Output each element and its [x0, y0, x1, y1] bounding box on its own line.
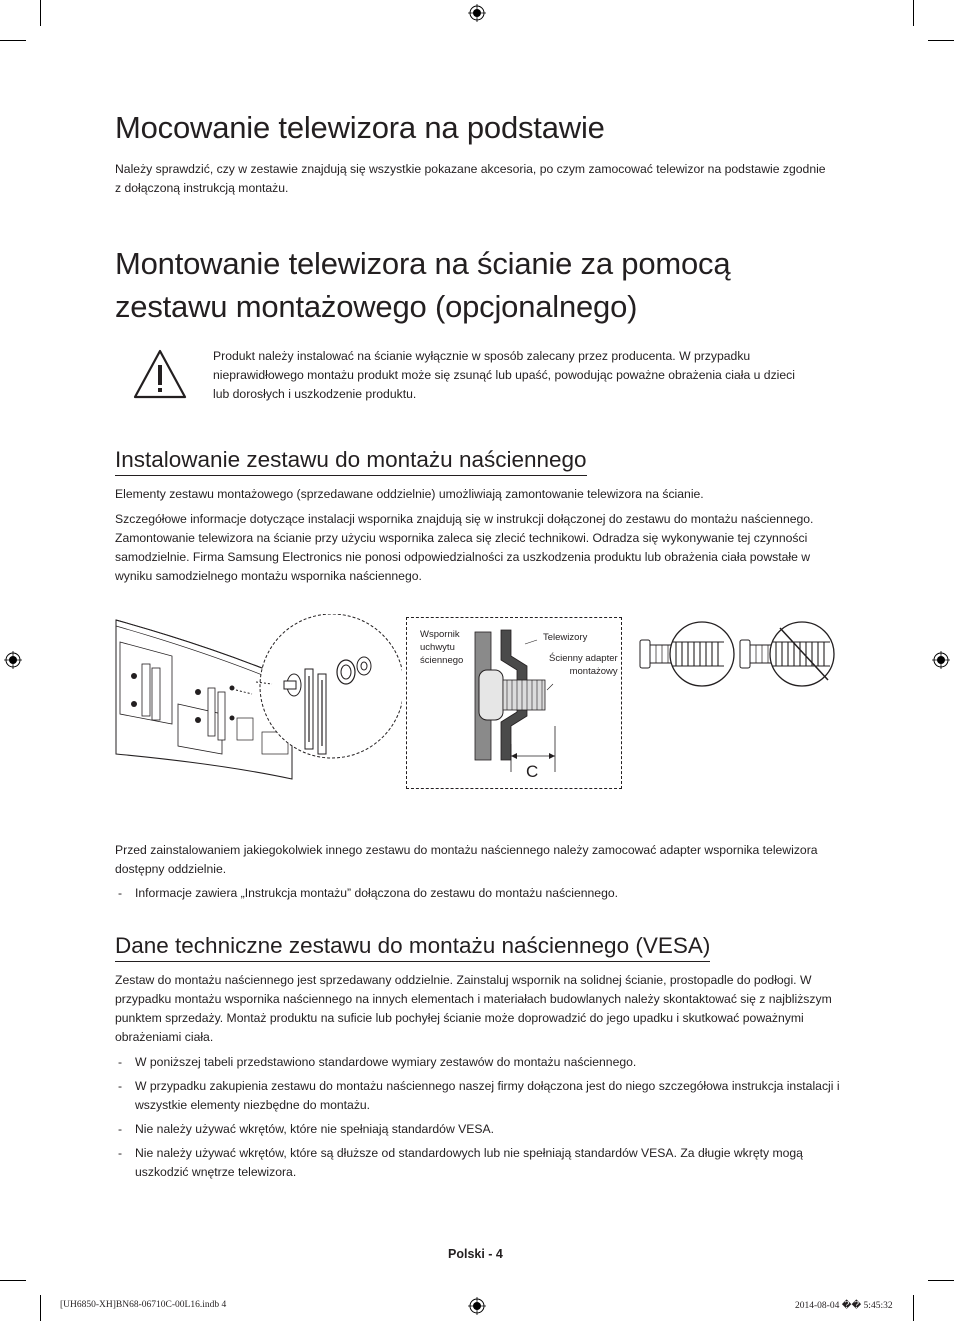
registration-mark-icon	[468, 1297, 486, 1315]
crop-mark	[928, 40, 954, 41]
diagram-label: Ścienny adapter	[549, 653, 618, 664]
registration-mark-icon	[4, 651, 22, 669]
crop-mark	[928, 1280, 954, 1281]
page-number: Polski - 4	[448, 1247, 503, 1261]
section-title-stand: Mocowanie telewizora na podstawie	[115, 110, 605, 145]
list-item	[115, 884, 835, 903]
dash-mark: -	[118, 1055, 123, 1069]
crop-mark	[913, 0, 914, 26]
dash-mark: -	[118, 1079, 123, 1093]
crop-mark	[0, 40, 26, 41]
title-line: Montowanie telewizora na ścianie za pomocą	[115, 246, 731, 281]
list-item	[115, 1144, 840, 1182]
tv-back-bracket-illustration	[112, 614, 402, 804]
crop-mark	[0, 1280, 26, 1281]
list-item-text: Informacje zawiera „Instrukcja montażu” dołączona do zestawu do montażu naściennego.	[135, 886, 619, 900]
diagram-label: montażowy	[569, 666, 618, 677]
diagram-label: Wspornik	[420, 629, 460, 640]
date-info: 2014-08-04 �� 5:45:32	[795, 1301, 893, 1311]
screw-cross-section-icon	[467, 626, 567, 776]
list-item	[115, 1053, 840, 1072]
incorrect-screw-icon	[736, 620, 840, 690]
list-item-text: Nie należy używać wkrętów, które nie spełniają standardów VESA.	[135, 1122, 495, 1136]
section-title-install-kit: Instalowanie zestawu do montażu naściennego	[115, 446, 587, 476]
diagram-label: ściennego	[420, 655, 464, 666]
diagram-label: uchwytu	[420, 642, 455, 653]
vesa-bullets	[115, 1053, 840, 1187]
list-item-text: W przypadku zakupienia zestawu do montażu naściennego naszej firmy dołączona jest do niego szczegółowa instrukcja instalacji i wszystkie elementy niezbędne do montażu.	[135, 1079, 840, 1112]
diagram-label: Telewizory	[543, 632, 588, 643]
warning-text: Produkt należy instalować na ścianie wyłącznie w sposób zalecany przez producenta. W przypadku nieprawidłowego montażu produkt może się zsunąć lub upaść, powodując poważne obrażenia ciała u dzieci lub dorosłych i uszkodzenie produktu.	[213, 349, 795, 401]
dimension-label-c: C	[526, 762, 539, 781]
title-line: zestawu montażowego (opcjonalnego)	[115, 289, 638, 324]
vesa-para-1: Zestaw do montażu naściennego jest sprzedawany oddzielnie. Zainstaluj wspornik na solidnej ścianie, prostopadle do podłogi. W przypadku montażu wspornika naściennego na innych elementach i materiałach budowlanych należy skontaktować się z najbliższym punktem sprzedaży. Montaż produktu na suficie lub pochyłej ścianie może doprowadzić do jego upadku i skutkować poważnymi obrażeniami ciała.	[115, 973, 832, 1044]
dash-mark: -	[118, 886, 123, 900]
section-title-vesa: Dane techniczne zestawu do montażu naściennego (VESA)	[115, 932, 710, 962]
section-title-wall-mount	[115, 242, 730, 328]
warning-triangle-icon	[132, 348, 188, 400]
list-item	[115, 1077, 840, 1115]
cross-section-diagram	[406, 617, 622, 789]
correct-screw-icon	[636, 620, 736, 690]
file-info: [UH6850-XH]BN68-06710C-00L16.indb 4	[60, 1300, 227, 1310]
list-item	[115, 1120, 840, 1139]
dash-mark: -	[118, 1122, 123, 1136]
install-para-1: Elementy zestawu montażowego (sprzedawane oddzielnie) umożliwiają zamontowanie telewizora na ścianie.	[115, 487, 704, 501]
install-bullets	[115, 884, 835, 908]
section-text-stand: Należy sprawdzić, czy w zestawie znajdują się wszystkie pokazane akcesoria, po czym zamocować telewizor na podstawie zgodnie z dołączoną instrukcją montażu.	[115, 162, 826, 195]
install-para-2: Szczegółowe informacje dotyczące instalacji wspornika znajdują się w instrukcji dołączonej do zestawu do montażu naściennego. Zamontowanie telewizora na ścianie przy użyciu wspornika zaleca się zlecić technikowi. Odradza się wykonywanie tej czynności samodzielnie. Firma Samsung Electronics nie ponosi odpowiedzialności za uszkodzenia produktu lub obrażenia ciała powstałe w wyniku samodzielnego montażu wspornika naściennego.	[115, 512, 814, 583]
registration-mark-icon	[468, 4, 486, 22]
dash-mark: -	[118, 1146, 123, 1160]
crop-mark	[40, 1295, 41, 1321]
crop-mark	[40, 0, 41, 26]
crop-mark	[913, 1295, 914, 1321]
list-item-text: Nie należy używać wkrętów, które są dłuższe od standardowych lub nie spełniają standardów VESA. Za długie wkręty mogą uszkodzić wnętrze telewizora.	[135, 1146, 803, 1179]
registration-mark-icon	[932, 651, 950, 669]
list-item-text: W poniższej tabeli przedstawiono standardowe wymiary zestawów do montażu naściennego.	[135, 1055, 637, 1069]
install-para-3: Przed zainstalowaniem jakiegokolwiek innego zestawu do montażu naściennego należy zamocować adapter wspornika telewizora dostępny oddzielnie.	[115, 843, 818, 876]
